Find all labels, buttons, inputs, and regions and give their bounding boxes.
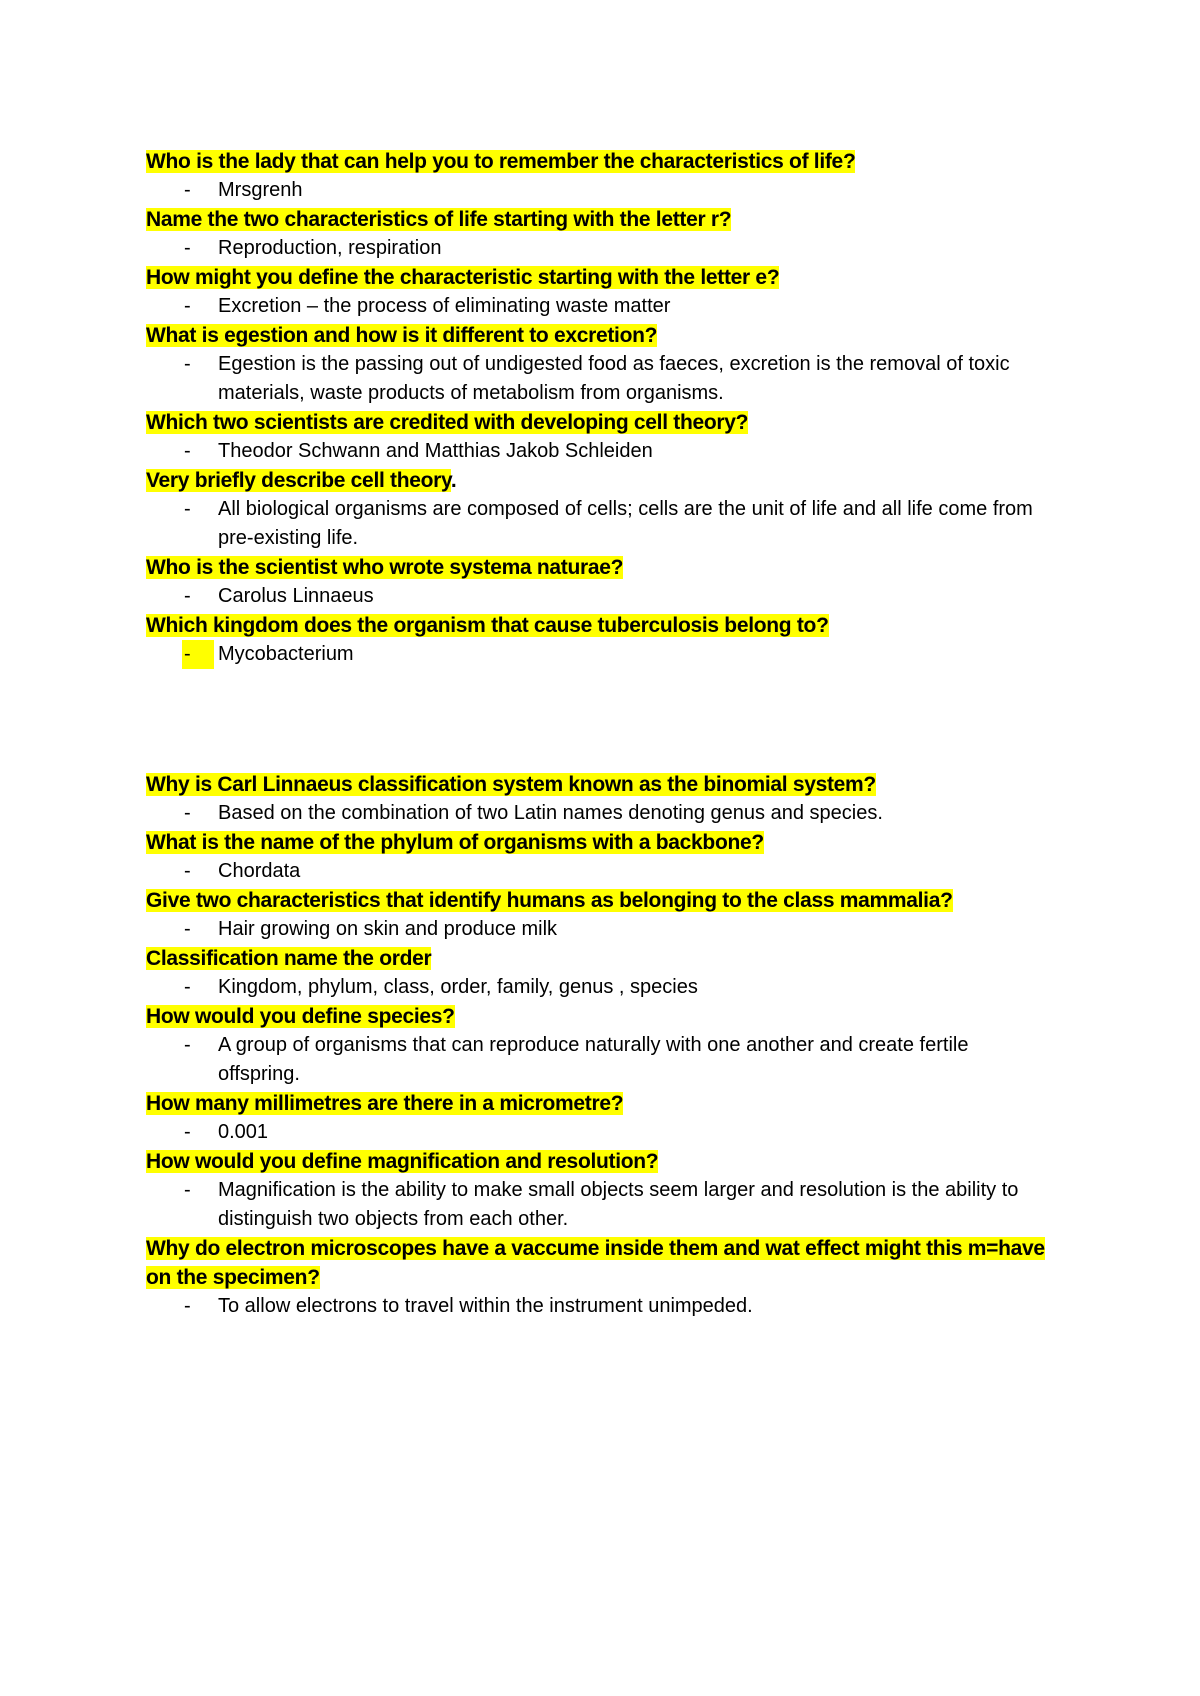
qa-item bbox=[146, 1089, 1066, 1147]
answer-text: Theodor Schwann and Matthias Jakob Schleiden bbox=[218, 440, 653, 462]
answer-bullet: - bbox=[184, 918, 191, 940]
answer-bullet: - bbox=[184, 976, 191, 998]
answer bbox=[146, 1118, 1066, 1147]
qa-item bbox=[146, 466, 1066, 553]
answer-bullet: - bbox=[184, 237, 191, 259]
question bbox=[146, 1002, 1066, 1031]
qa-item bbox=[146, 205, 1066, 263]
question-text: How many millimetres are there in a micrometre? bbox=[146, 1092, 624, 1115]
question-text: Classification name the order bbox=[146, 947, 432, 970]
answer bbox=[146, 1176, 1066, 1234]
qa-item bbox=[146, 263, 1066, 321]
qa-item bbox=[146, 321, 1066, 408]
answer-text: Kingdom, phylum, class, order, family, genus , species bbox=[218, 976, 698, 998]
answer bbox=[146, 176, 1066, 205]
answer bbox=[146, 1031, 1066, 1089]
answer bbox=[146, 495, 1066, 553]
answer-text: To allow electrons to travel within the instrument unimpeded. bbox=[218, 1295, 753, 1317]
answer bbox=[146, 799, 1066, 828]
answer bbox=[146, 234, 1066, 263]
answer-text: Excretion – the process of eliminating waste matter bbox=[218, 295, 671, 317]
answer bbox=[146, 1292, 1066, 1321]
question bbox=[146, 828, 1066, 857]
question-text: Who is the scientist who wrote systema naturae? bbox=[146, 556, 624, 579]
answer-text: 0.001 bbox=[218, 1121, 269, 1143]
answer-text: Chordata bbox=[218, 860, 301, 882]
answer-bullet: - bbox=[184, 498, 191, 520]
answer-bullet: - bbox=[184, 860, 191, 882]
qa-item bbox=[146, 828, 1066, 886]
question bbox=[146, 944, 1066, 973]
answer bbox=[146, 350, 1066, 408]
answer-bullet: - bbox=[184, 802, 191, 824]
answer-bullet: - bbox=[184, 1179, 191, 1201]
qa-item bbox=[146, 944, 1066, 1002]
question-text: Give two characteristics that identify humans as belonging to the class mammalia? bbox=[146, 889, 953, 912]
question-text: What is egestion and how is it different to excretion? bbox=[146, 324, 658, 347]
question bbox=[146, 1234, 1066, 1292]
question bbox=[146, 321, 1066, 350]
question bbox=[146, 1147, 1066, 1176]
question-text: Why do electron microscopes have a vaccume inside them and wat effect might this m=have on the specimen? bbox=[146, 1237, 1045, 1289]
answer bbox=[146, 437, 1066, 466]
qa-item bbox=[146, 147, 1066, 205]
question bbox=[146, 553, 1066, 582]
question-text: How might you define the characteristic starting with the letter e? bbox=[146, 266, 780, 289]
answer-text: All biological organisms are composed of cells; cells are the unit of life and all life come from pre-existing life. bbox=[218, 498, 1033, 549]
answer-bullet: - bbox=[184, 1034, 191, 1056]
question bbox=[146, 886, 1066, 915]
answer-text: Carolus Linnaeus bbox=[218, 585, 374, 607]
answer-bullet: - bbox=[184, 440, 191, 462]
answer bbox=[146, 640, 1066, 669]
answer-text: Reproduction, respiration bbox=[218, 237, 442, 259]
question-text: How would you define magnification and resolution? bbox=[146, 1150, 659, 1173]
answer-text: Mrsgrenh bbox=[218, 179, 303, 201]
qa-item bbox=[146, 886, 1066, 944]
answer-text: A group of organisms that can reproduce naturally with one another and create fertile offspring. bbox=[218, 1034, 969, 1085]
question bbox=[146, 770, 1066, 799]
qa-item bbox=[146, 1147, 1066, 1234]
answer-bullet: - bbox=[184, 295, 191, 317]
question-text: Who is the lady that can help you to remember the characteristics of life? bbox=[146, 150, 856, 173]
answer-text: Based on the combination of two Latin names denoting genus and species. bbox=[218, 802, 883, 824]
answer-bullet: - bbox=[184, 353, 191, 375]
question bbox=[146, 147, 1066, 176]
question bbox=[146, 466, 1066, 495]
question bbox=[146, 1089, 1066, 1118]
answer bbox=[146, 857, 1066, 886]
answer-text: Magnification is the ability to make small objects seem larger and resolution is the ability to distinguish two objects from each other. bbox=[218, 1179, 1019, 1230]
answer-bullet: - bbox=[184, 179, 191, 201]
qa-item bbox=[146, 408, 1066, 466]
question-tail: . bbox=[450, 469, 457, 492]
answer-text: Hair growing on skin and produce milk bbox=[218, 918, 558, 940]
answer bbox=[146, 292, 1066, 321]
question bbox=[146, 263, 1066, 292]
question bbox=[146, 408, 1066, 437]
question-text: What is the name of the phylum of organisms with a backbone? bbox=[146, 831, 764, 854]
question-text: Which two scientists are credited with developing cell theory? bbox=[146, 411, 749, 434]
qa-item bbox=[146, 553, 1066, 611]
answer-bullet: - bbox=[184, 1121, 191, 1143]
answer-bullet-highlighted: - bbox=[182, 640, 214, 669]
answer-text: Mycobacterium bbox=[218, 643, 354, 665]
question-text: Name the two characteristics of life starting with the letter r? bbox=[146, 208, 732, 231]
question-text: Which kingdom does the organism that cause tuberculosis belong to? bbox=[146, 614, 829, 637]
qa-item bbox=[146, 1002, 1066, 1089]
question-text: Very briefly describe cell theory bbox=[146, 469, 451, 492]
answer bbox=[146, 973, 1066, 1002]
qa-section-1 bbox=[146, 147, 1066, 669]
question-text: Why is Carl Linnaeus classification system known as the binomial system? bbox=[146, 773, 876, 796]
answer bbox=[146, 915, 1066, 944]
question-text: How would you define species? bbox=[146, 1005, 455, 1028]
question bbox=[146, 611, 1066, 640]
qa-item bbox=[146, 611, 1066, 669]
answer bbox=[146, 582, 1066, 611]
question bbox=[146, 205, 1066, 234]
qa-item bbox=[146, 1234, 1066, 1321]
answer-bullet: - bbox=[184, 1295, 191, 1317]
qa-section-2 bbox=[146, 770, 1066, 1321]
answer-text: Egestion is the passing out of undigested food as faeces, excretion is the removal of toxic materials, waste products of metabolism from organisms. bbox=[218, 353, 1010, 404]
answer-bullet: - bbox=[184, 585, 191, 607]
qa-item bbox=[146, 770, 1066, 828]
